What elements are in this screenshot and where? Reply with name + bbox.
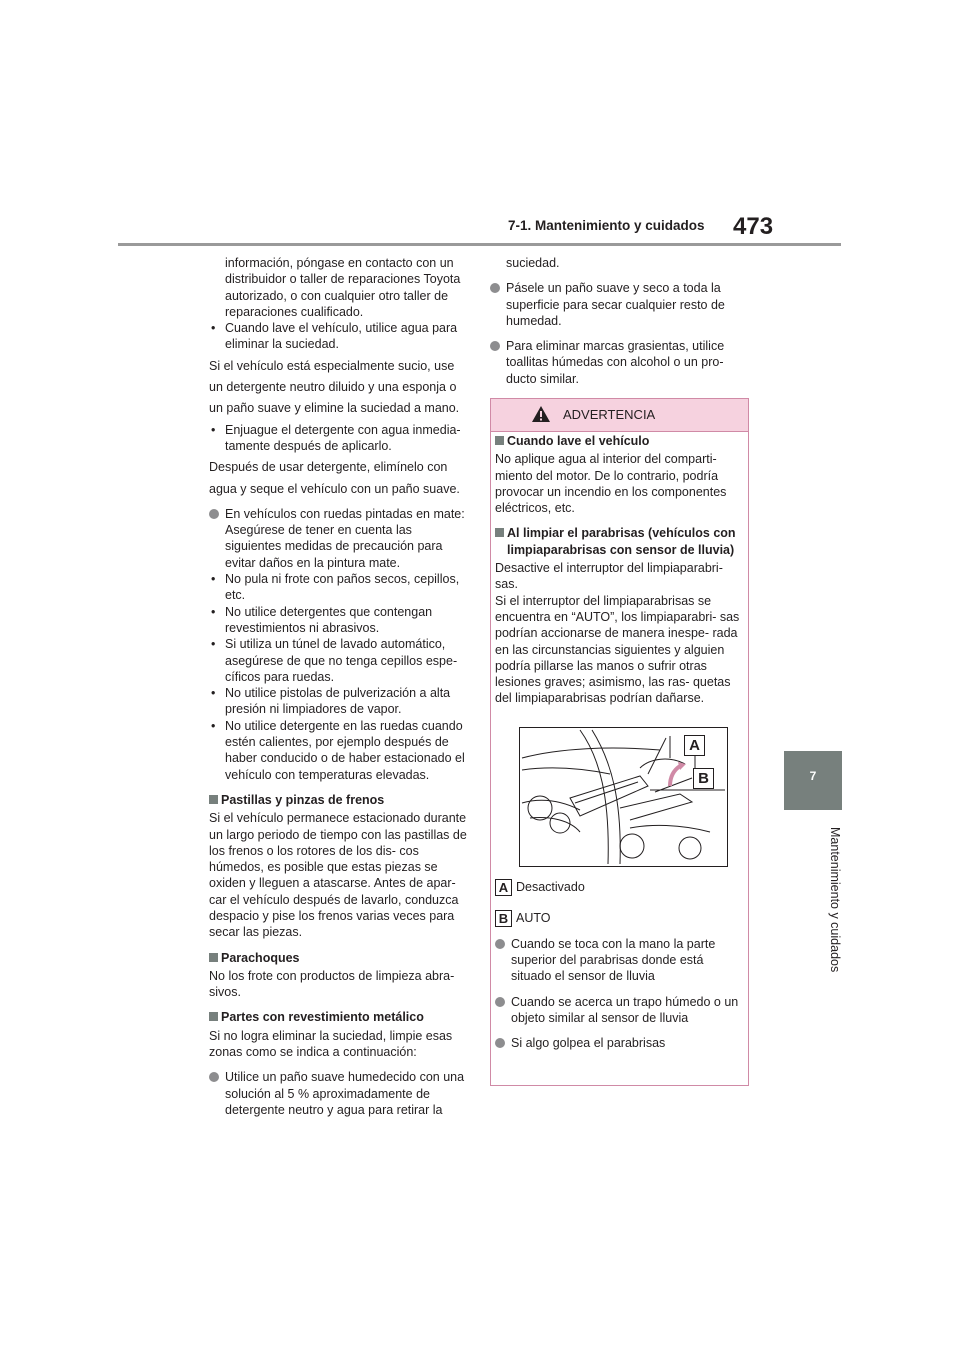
dot-item-text: Cuando se toca con la mano la parte superior del parabrisas donde está situado el sensor de lluvia [511,936,716,984]
square-bullet-icon [209,795,218,804]
dot-item-text: Si algo golpea el parabrisas [511,1036,666,1051]
bullet-item [209,422,471,455]
paragraph: Si el vehículo permanece estacionado durante un largo periodo de tiempo con las pastillas de los frenos o los rotores de los dis- cos húmedos, es posible que estas piezas se oxiden y lleguen a atascarse. Antes de apar- car el vehículo después de lavarlo, conduzca despacio y pise los frenos varias veces para secar las piezas. [209,811,467,940]
section-heading [209,792,471,808]
dot-item [209,506,471,571]
paragraph: Desactive el interruptor del limpiaparabri- sas. [495,561,723,592]
warning-title: ADVERTENCIA [563,407,656,422]
section-heading [209,1009,471,1025]
chapter-tab [784,751,842,810]
bullet-text: No pula ni frote con paños secos, cepillos, etc. [225,572,460,603]
bullet-text: Cuando lave el vehículo, utilice agua para eliminar la suciedad. [225,321,458,352]
legend-text-b: AUTO [516,911,551,926]
legend-item-a [495,879,745,896]
dot-bullet-icon [209,1072,219,1082]
bullet-mark: • [211,718,216,733]
bullet-mark: • [211,422,216,437]
dot-item [495,994,745,1027]
bullet-text: No utilice detergentes que contengan revestimientos ni abrasivos. [225,604,433,635]
paragraph: información, póngase en contacto con un distribuidor o taller de reparaciones Toyota autorizado, o con cualquier otro taller de reparaciones cualificado. [225,256,461,319]
section-heading-text: Partes con revestimiento metálico [221,1010,424,1025]
dot-bullet-icon [495,1038,505,1048]
bullet-mark: • [211,686,216,701]
paragraph-line: agua y seque el vehículo con un paño suave. [209,481,460,496]
dot-bullet-icon [490,341,500,351]
bullet-item [209,320,471,353]
dot-item-text: Cuando se acerca un trapo húmedo o un objeto similar al sensor de lluvia [511,994,739,1025]
bullet-text: Si utiliza un túnel de lavado automático, asegúrese de que no tenga cepillos espe- cíficos para ruedas. [225,637,458,684]
section-heading [209,950,471,966]
bullet-item [209,636,471,685]
bullet-item [209,718,471,783]
dot-item [495,936,745,985]
paragraph-line: un detergente neutro diluido y una esponja o [209,380,457,395]
figure-label-a: A [684,735,705,756]
square-bullet-icon [209,953,218,962]
square-bullet-icon [209,1012,218,1021]
dot-item-text: En vehículos con ruedas pintadas en mate: Asegúrese de tener en cuenta las siguientes medidas de precaución para evitar daños en la pintura mate. [225,506,465,570]
warning-box [490,398,749,1086]
dot-item [490,280,752,329]
wiper-switch-illustration [519,727,728,867]
dot-item-text: Pásele un paño suave y seco a toda la superficie para secar cualquier resto de humedad. [506,281,725,328]
page-number: 473 [733,213,774,240]
paragraph-line: Después de usar detergente, elimínelo con [209,460,448,475]
dot-bullet-icon [490,283,500,293]
warning-body [495,433,745,1052]
bullet-mark: • [211,321,216,336]
bullet-mark: • [211,637,216,652]
section-heading-text: Pastillas y pinzas de frenos [221,792,385,807]
paragraph: No los frote con productos de limpieza abra- sivos. [209,968,455,1000]
bullet-mark: • [211,572,216,587]
bullet-item [209,685,471,718]
dot-item [490,338,752,387]
header-divider [118,243,841,246]
section-heading [495,525,745,558]
legend-key-a: A [495,879,512,896]
bullet-item [209,604,471,637]
dot-item [209,1069,471,1118]
chapter-label-text: Mantenimiento y cuidados [828,827,842,973]
chapter-label [784,820,842,980]
paragraph: Si el interruptor del limpiaparabrisas se encuentra en “AUTO”, los limpiaparabri- sas podrían accionarse de manera inespe- rada en las circunstancias siguientes y alguien podría pillarse las manos o sufrir otras lesiones graves; asimismo, las ras- quetas del limpiaparabrisas podrían dañarse. [495,593,740,706]
dot-bullet-icon [209,509,219,519]
bullet-text: No utilice detergente en las ruedas cuando estén calientes, por ejemplo después de haber conducido o de haber estacionado el vehículo con temperaturas elevadas. [225,718,465,782]
paragraph: suciedad. [506,256,560,270]
legend-item-b [495,910,745,927]
bullet-text: Enjuague el detergente con agua inmedia- tamente después de aplicarlo. [225,422,461,453]
section-heading-text: Al limpiar el parabrisas (vehículos con limpiaparabrisas con sensor de lluvia) [507,526,736,557]
paragraph-line: Si el vehículo está especialmente sucio, use [209,358,455,373]
dot-bullet-icon [495,939,505,949]
left-column [209,255,471,1118]
legend-text-a: Desactivado [516,880,585,895]
figure-label-b: B [693,768,714,789]
bullet-item [209,571,471,604]
section-heading-text: Cuando lave el vehículo [507,434,650,448]
right-column [490,255,752,387]
paragraph: Si no logra eliminar la suciedad, limpie esas zonas como se indica a continuación: [209,1028,453,1060]
warning-triangle-icon [531,405,551,423]
paragraph: No aplique agua al interior del comparti- miento del motor. De lo contrario, podría provocar un incendio en los componentes eléctricos, etc. [495,452,727,516]
section-title: 7-1. Mantenimiento y cuidados [508,218,705,233]
section-heading [495,433,745,449]
warning-header [491,399,748,432]
legend-key-b: B [495,910,512,927]
square-bullet-icon [495,436,504,445]
square-bullet-icon [495,528,504,537]
paragraph-line: un paño suave y elimine la suciedad a mano. [209,401,460,416]
bullet-mark: • [211,604,216,619]
dot-bullet-icon [495,997,505,1007]
section-heading-text: Parachoques [221,950,300,965]
dot-item-text: Utilice un paño suave humedecido con una solución al 5 % aproximadamente de detergente neutro y agua para retirar la [225,1070,465,1117]
dot-item-text: Para eliminar marcas grasientas, utilice toallitas húmedas con alcohol o un pro- ducto similar. [506,339,725,386]
bullet-text: No utilice pistolas de pulverización a alta presión ni limpiadores de vapor. [225,686,451,717]
dot-item [495,1035,745,1051]
chapter-number: 7 [809,769,817,783]
